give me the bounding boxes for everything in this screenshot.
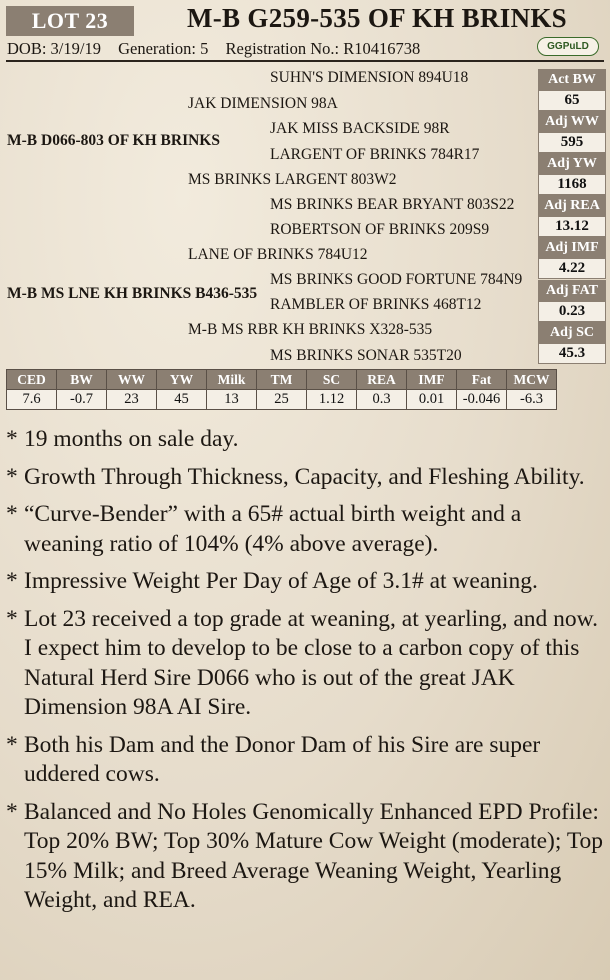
list-item (6, 731, 606, 790)
epd-value-bw: -0.7 (57, 390, 107, 410)
epd-value-row (7, 390, 557, 410)
list-item (6, 425, 606, 455)
note-text: Lot 23 received a top grade at weaning, at yearling, and now. I expect him to develop to be close to a carbon copy of this Natural Herd Sire D066 who is out of the great JAK Dimension 98A AI Sire. (24, 605, 599, 720)
pedigree-dam-sire-sire: ROBERTSON OF BRINKS 209S9 (270, 221, 490, 238)
epd-value-mcw: -6.3 (507, 390, 557, 410)
stat-label-adj-imf: Adj IMF (538, 237, 606, 258)
stat-label-adj-ww: Adj WW (538, 111, 606, 132)
stat-label-act-bw: Act BW (538, 69, 606, 90)
stat-value-adj-ww: 595 (538, 132, 606, 153)
epd-header-tm: TM (257, 370, 307, 390)
epd-header-bw: BW (57, 370, 107, 390)
epd-header-row (7, 370, 557, 390)
generation: Generation: 5 (118, 39, 209, 58)
epd-value-ced: 7.6 (7, 390, 57, 410)
note-text: 19 months on sale day. (24, 426, 239, 452)
pedigree-dam-sire: LANE OF BRINKS 784U12 (188, 246, 368, 263)
pedigree-sire-sire-dam: JAK MISS BACKSIDE 98R (270, 120, 450, 137)
header-divider (6, 60, 604, 62)
epd-value-fat: -0.046 (457, 390, 507, 410)
pedigree-dam: M-B MS LNE KH BRINKS B436-535 (7, 285, 258, 302)
epd-table (6, 369, 557, 410)
note-text: “Curve-Bender” with a 65# actual birth weight and a weaning ratio of 104% (4% above average). (24, 501, 522, 557)
note-text: Impressive Weight Per Day of Age of 3.1# at weaning. (24, 568, 538, 594)
dob: DOB: 3/19/19 (7, 39, 101, 58)
epd-header-sc: SC (307, 370, 357, 390)
stat-label-adj-rea: Adj REA (538, 195, 606, 216)
epd-header-yw: YW (157, 370, 207, 390)
epd-header-ced: CED (7, 370, 57, 390)
registration-number: Registration No.: R10416738 (225, 39, 421, 58)
pedigree-dam-dam-sire: RAMBLER OF BRINKS 468T12 (270, 296, 482, 313)
bullet-star: * (6, 568, 18, 594)
note-text: Both his Dam and the Donor Dam of his Sire are super uddered cows. (24, 731, 541, 787)
pedigree-dam-dam: M-B MS RBR KH BRINKS X328-535 (188, 321, 433, 338)
bullet-star: * (6, 605, 18, 632)
epd-value-yw: 45 (157, 390, 207, 410)
registration-info-line (7, 39, 433, 59)
pedigree-dam-sire-dam: MS BRINKS GOOD FORTUNE 784N9 (270, 271, 523, 288)
list-item (6, 798, 606, 916)
bullet-star: * (6, 501, 18, 527)
stat-value-adj-sc: 45.3 (538, 343, 606, 364)
epd-value-rea: 0.3 (357, 390, 407, 410)
pedigree-sire-sire-sire: SUHN'S DIMENSION 894U18 (270, 69, 469, 86)
stat-value-adj-rea: 13.12 (538, 216, 606, 237)
pedigree-sire-sire: JAK DIMENSION 98A (188, 95, 338, 112)
note-text: Balanced and No Holes Genomically Enhanced EPD Profile: Top 20% BW; Top 30% Mature Cow Weight (moderate); Top 15% Milk; and Breed Average Weaning Weight, Yearling Weight, and REA. (24, 798, 604, 913)
list-item (6, 605, 606, 723)
pedigree-sire: M-B D066-803 OF KH BRINKS (7, 132, 220, 149)
epd-value-imf: 0.01 (407, 390, 457, 410)
note-text: Growth Through Thickness, Capacity, and Fleshing Ability. (24, 463, 585, 490)
epd-value-milk: 13 (207, 390, 257, 410)
stat-label-adj-sc: Adj SC (538, 322, 606, 343)
epd-value-tm: 25 (257, 390, 307, 410)
list-item (6, 463, 606, 493)
bullet-star: * (6, 426, 18, 452)
epd-header-rea: REA (357, 370, 407, 390)
epd-header-imf: IMF (407, 370, 457, 390)
epd-value-ww: 23 (107, 390, 157, 410)
pedigree-sire-dam: MS BRINKS LARGENT 803W2 (188, 171, 397, 188)
stat-label-adj-fat: Adj FAT (538, 280, 606, 301)
bullet-star: * (6, 463, 18, 490)
epd-header-mcw: MCW (507, 370, 557, 390)
notes-list (6, 425, 606, 924)
stat-value-act-bw: 65 (538, 90, 606, 111)
stat-value-adj-yw: 1168 (538, 174, 606, 195)
pedigree-sire-dam-dam: MS BRINKS BEAR BRYANT 803S22 (270, 196, 515, 213)
list-item (6, 567, 606, 597)
animal-name-title: M-B G259-535 OF KH BRINKS (186, 3, 567, 33)
list-item (6, 500, 606, 559)
stat-label-adj-yw: Adj YW (538, 153, 606, 174)
epd-header-ww: WW (107, 370, 157, 390)
epd-header-milk: Milk (207, 370, 257, 390)
epd-header-fat: Fat (457, 370, 507, 390)
ggp-ld-logo: GGPuLD (537, 37, 599, 56)
stat-value-adj-imf: 4.22 (538, 258, 606, 279)
bullet-star: * (6, 731, 18, 758)
stat-value-adj-fat: 0.23 (538, 301, 606, 322)
lot-badge: LOT 23 (6, 6, 134, 36)
pedigree-sire-dam-sire: LARGENT OF BRINKS 784R17 (270, 146, 480, 163)
epd-value-sc: 1.12 (307, 390, 357, 410)
pedigree-dam-dam-dam: MS BRINKS SONAR 535T20 (270, 347, 462, 364)
bullet-star: * (6, 798, 18, 825)
